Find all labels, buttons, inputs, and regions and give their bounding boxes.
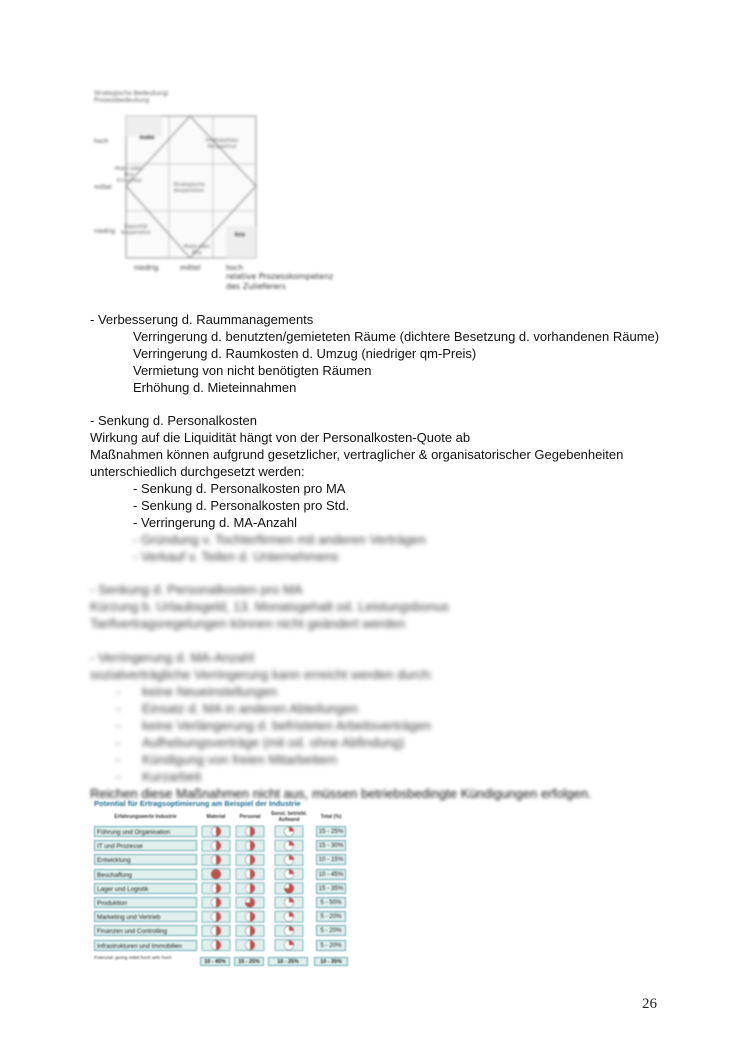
potential-pie xyxy=(202,911,230,922)
potential-pie xyxy=(202,869,230,880)
potential-pie xyxy=(236,911,264,922)
potential-row-total: 5 - 50% xyxy=(316,897,346,908)
matrix-cell-make: make xyxy=(139,135,155,141)
personalkosten-item-1: - Senkung d. Personalkosten pro MA xyxy=(133,481,346,496)
potential-pie xyxy=(236,854,264,865)
matrix-x-title-line1: relative Prozesskompetenz xyxy=(226,272,334,281)
matrix-cell-make-or-buy: Make-oder-Buy Entscheid xyxy=(115,166,143,184)
potential-table-figure xyxy=(92,799,360,969)
potential-row-total: 10 - 15% xyxy=(316,854,346,865)
make-or-buy-matrix-figure xyxy=(86,86,336,296)
section-raummanagement-heading: - Verbesserung d. Raummanagements xyxy=(90,312,314,327)
personalkosten-pro-ma-line-1: Kürzung b. Urlaubsgeld, 13. Monatsgehalt od. Leistungsbonus xyxy=(90,599,450,614)
matrix-x-level-high: hoch xyxy=(226,264,244,272)
potential-sum: 10 - 25% xyxy=(268,957,308,966)
ma-anzahl-item-3: - keine Verlängerung d. befristeten Arbeitsverträgen xyxy=(116,718,432,733)
personalkosten-item-3: - Verringerung d. MA-Anzahl xyxy=(133,515,298,530)
raum-item-4: Erhöhung d. Mieteinnahmen xyxy=(133,380,297,395)
ma-anzahl-item-1: - keine Neueinstellungen xyxy=(116,684,278,699)
matrix-x-title-line2: des Zulieferers xyxy=(226,282,286,291)
potential-row-label: Entwicklung xyxy=(94,854,197,865)
potential-table-title: Potential für Ertragsoptimierung am Beispiel der Industrie xyxy=(94,799,301,808)
page-number: 26 xyxy=(642,996,657,1012)
potential-pie xyxy=(202,826,230,837)
potential-row-total: 15 - 25% xyxy=(316,826,346,837)
potential-pie xyxy=(202,854,230,865)
matrix-cell-buy: buy xyxy=(234,232,246,238)
section-ma-anzahl-heading: - Verringerung d. MA-Anzahl xyxy=(90,650,255,665)
potential-pie xyxy=(275,883,303,894)
header-erfahrungswerte: Erfahrungswerte Industrie xyxy=(114,814,177,820)
header-personal: Personal xyxy=(239,814,261,820)
potential-pie xyxy=(275,854,303,865)
header-total: Total (%) xyxy=(320,814,342,820)
raum-item-2: Verringerung d. Raumkosten d. Umzug (niedriger qm-Preis) xyxy=(133,346,477,361)
matrix-cell-profitability: Profitabilitäts Perspektive xyxy=(205,138,239,150)
matrix-cell-capacity: Kapazität Kooperation xyxy=(120,224,152,236)
raum-item-1: Verringerung d. benutzten/gemieteten Räume (dichtere Besetzung d. vorhandenen Räume) xyxy=(133,329,660,344)
potential-row-label: Marketing und Vertrieb xyxy=(94,911,197,922)
potential-pie xyxy=(275,940,303,951)
potential-row-total: 15 - 35% xyxy=(316,883,346,894)
personalkosten-item-5: - Verkauf v. Teilen d. Unternehmens xyxy=(133,549,339,564)
potential-row-total: 5 - 20% xyxy=(316,911,346,922)
potential-pie xyxy=(275,897,303,908)
potential-row-label: Produktion xyxy=(94,897,197,908)
potential-row-total: 10 - 45% xyxy=(316,869,346,880)
header-sonst-aufwand: Sonst. betriebl. Aufwand xyxy=(270,811,308,823)
potential-row-label: Lager und Logistik xyxy=(94,883,197,894)
ma-anzahl-closing: Reichen diese Maßnahmen nicht aus, müssen betriebsbedingte Kündigungen erfolgen. xyxy=(90,786,592,801)
matrix-cell-make-or-buy-2: Make-oder Buy xyxy=(183,244,211,256)
potential-sum: 10 - 45% xyxy=(200,957,230,966)
potential-pie xyxy=(236,925,264,936)
personalkosten-pro-ma-line-2: Tarifvertragsregelungen können nicht geändert werden xyxy=(90,616,406,631)
potential-row-label: Führung und Organisation xyxy=(94,826,197,837)
potential-pie xyxy=(275,826,303,837)
personalkosten-line-2: Maßnahmen können aufgrund gesetzlicher, vertraglicher & organisatorischer Gegebenheiten xyxy=(90,447,624,462)
potential-pie xyxy=(275,911,303,922)
potential-pie xyxy=(275,869,303,880)
matrix-x-level-mid: mittel xyxy=(180,264,201,272)
ma-anzahl-line-1: sozialverträgliche Verringerung kann erreicht werden durch: xyxy=(90,667,434,682)
matrix-x-title xyxy=(226,272,333,292)
potential-pie xyxy=(202,925,230,936)
potential-pie xyxy=(236,883,264,894)
potential-row-label: Infrastrukturen und Immobilien xyxy=(94,940,197,951)
potential-legend: Potenzial: gering mittel hoch sehr hoch xyxy=(94,955,172,960)
potential-pie xyxy=(236,897,264,908)
potential-pie xyxy=(202,840,230,851)
personalkosten-item-4: - Gründung v. Tochterfirmen mit anderen Verträgen xyxy=(133,532,426,547)
header-material: Material xyxy=(206,814,226,820)
potential-row-label: IT und Prozesse xyxy=(94,840,197,851)
section-personalkosten-heading: - Senkung d. Personalkosten xyxy=(90,413,257,428)
matrix-grid xyxy=(86,86,336,296)
potential-pie xyxy=(236,826,264,837)
potential-pie xyxy=(202,897,230,908)
potential-pie xyxy=(236,840,264,851)
section-personalkosten-pro-ma-heading: - Senkung d. Personalkosten pro MA xyxy=(90,582,303,597)
matrix-x-level-low: niedrig xyxy=(134,264,159,272)
potential-pie xyxy=(236,869,264,880)
potential-sum: 10 - 35% xyxy=(314,957,348,966)
matrix-y-title: Strategische Bedeutung/ Prozessbedeutung xyxy=(94,90,169,104)
potential-row-total: 5 - 20% xyxy=(316,940,346,951)
potential-sum: 15 - 25% xyxy=(234,957,264,966)
personalkosten-item-2: - Senkung d. Personalkosten pro Std. xyxy=(133,498,350,513)
potential-row-label: Finanzen und Controlling xyxy=(94,925,197,936)
ma-anzahl-item-2: - Einsatz d. MA in anderen Abteilungen xyxy=(116,701,359,716)
potential-row-total: 5 - 20% xyxy=(316,925,346,936)
ma-anzahl-item-6: - Kurzarbeit xyxy=(116,769,202,784)
personalkosten-line-1: Wirkung auf die Liquidität hängt von der Personalkosten-Quote ab xyxy=(90,430,471,445)
potential-pie xyxy=(236,940,264,951)
personalkosten-line-3: unterschiedlich durchgesetzt werden: xyxy=(90,464,305,479)
matrix-y-level-low: niedrig xyxy=(94,228,115,235)
potential-pie xyxy=(202,940,230,951)
potential-pie xyxy=(275,925,303,936)
matrix-y-level-mid: mittel xyxy=(94,184,112,191)
potential-row-total: 15 - 30% xyxy=(316,840,346,851)
matrix-y-level-high: hoch xyxy=(94,138,109,145)
potential-pie xyxy=(202,883,230,894)
potential-row-label: Beschaffung xyxy=(94,869,197,880)
potential-pie xyxy=(275,840,303,851)
raum-item-3: Vermietung von nicht benötigten Räumen xyxy=(133,363,372,378)
ma-anzahl-item-5: - Kündigung von freien Mitarbeitern xyxy=(116,752,338,767)
matrix-cell-strategic: Strategische Kooperation xyxy=(173,182,205,194)
ma-anzahl-item-4: - Aufhebungsverträge (mit od. ohne Abfindung) xyxy=(116,735,405,750)
